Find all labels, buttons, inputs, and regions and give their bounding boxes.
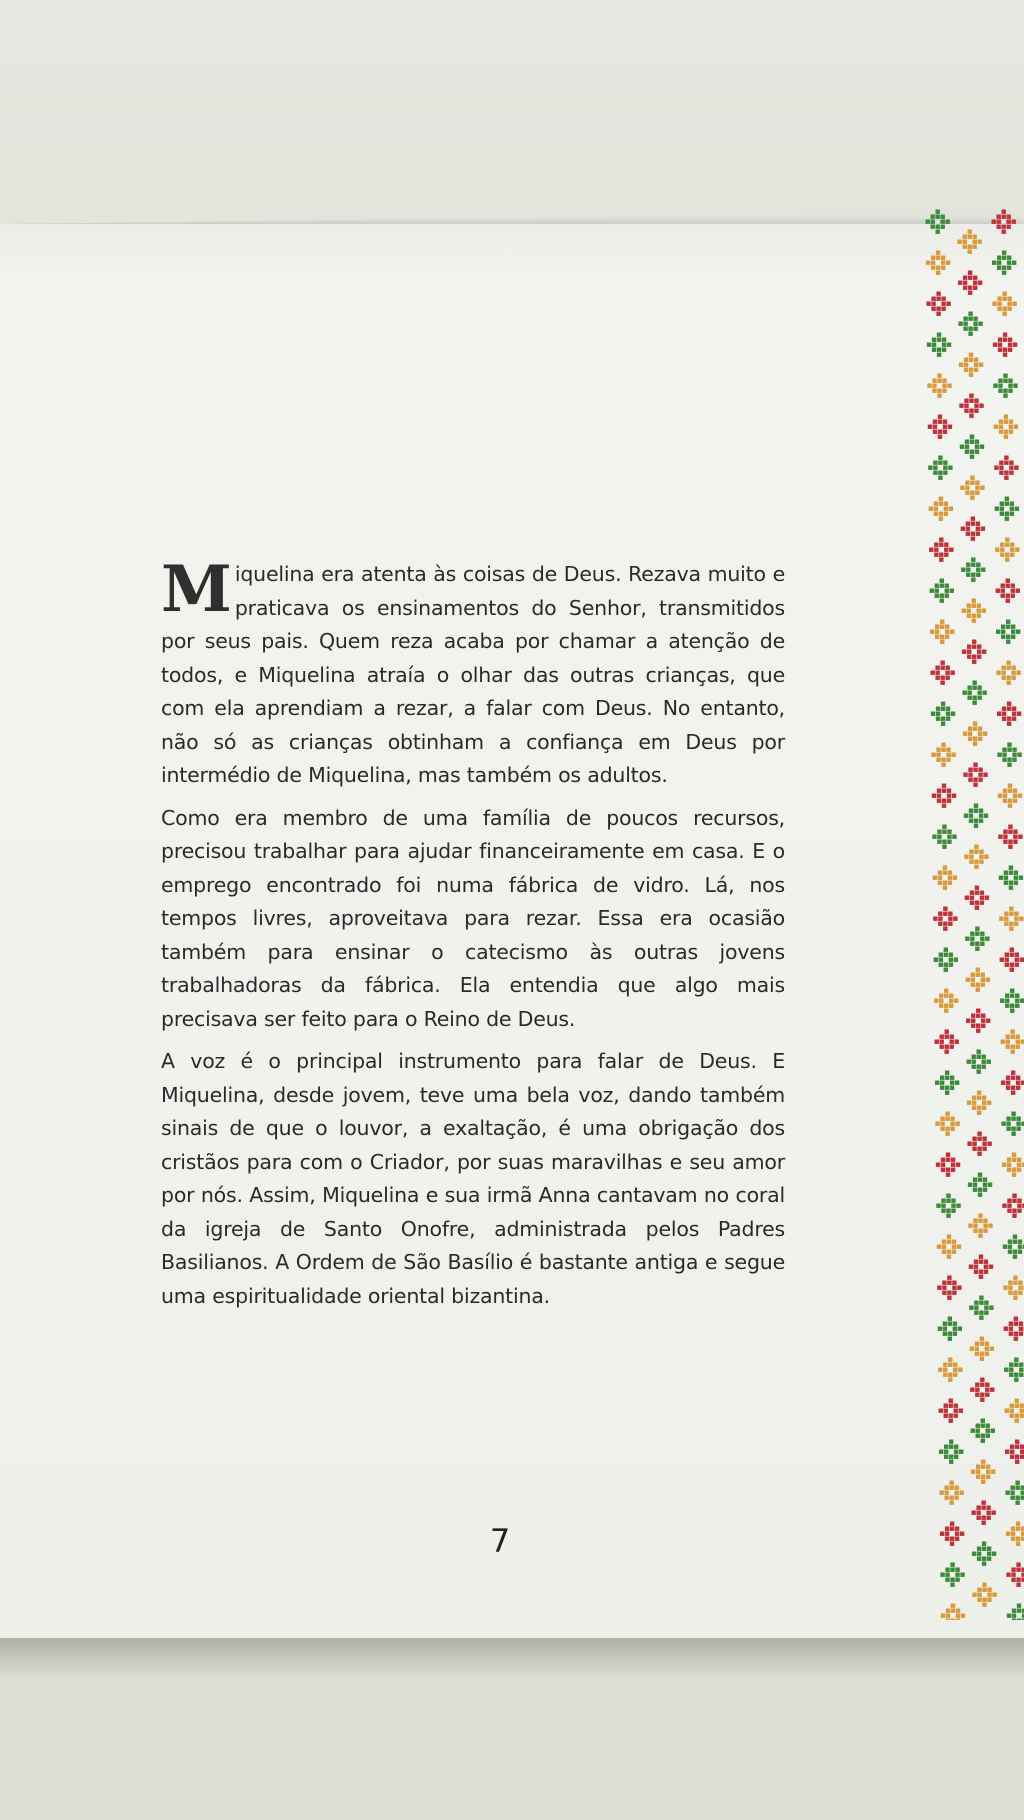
cross-motif: [961, 517, 985, 541]
cross-motif: [929, 497, 953, 521]
cross-motif: [971, 1419, 995, 1443]
cross-motif: [931, 702, 955, 726]
cross-motif: [994, 415, 1018, 439]
cross-motif: [963, 763, 987, 787]
cross-motif: [971, 1501, 995, 1525]
paragraph-2: Como era membro de uma família de poucos recursos, precisou trabalhar para ajudar financeiramente em casa. E o emprego encontrado foi numa fábrica de vidro. Lá, nos tempos livres, aproveitava para rezar. Essa era ocasião também para ensinar o catecismo às outras jovens trabalhadoras da fábrica. Ela entendia que algo mais precisava ser feito para o Reino de Deus.: [161, 805, 785, 1031]
cross-motif: [996, 661, 1020, 685]
cross-motif: [992, 292, 1016, 316]
cross-motif: [1005, 1481, 1024, 1505]
cross-motif: [1002, 1194, 1024, 1218]
cross-motif: [927, 333, 951, 357]
cross-motif: [995, 538, 1019, 562]
cross-motif: [964, 845, 988, 869]
cross-motif: [970, 1378, 994, 1402]
cross-motif: [939, 1399, 963, 1423]
cross-motif: [936, 1153, 960, 1177]
body-text: [161, 552, 785, 1322]
cross-motif: [1005, 1399, 1024, 1423]
cross-motif: [964, 804, 988, 828]
cross-motif: [1005, 1440, 1024, 1464]
cross-motif: [930, 620, 954, 644]
paragraph-3: A voz é o principal instrumento para falar de Deus. E Miquelina, desde jovem, teve uma bela voz, dando também sinais de que o louvor, a exaltação, é uma obrigação dos cristãos para com o Criador, por suas maravilhas e seu amor por nós. Assim, Miquelina e sua irmã Anna cantavam no coral da igreja de Santo Onofre, administrada pelos Padres Basilianos. A Ordem de São Basílio é bastante antiga e segue uma espiritualidade oriental bizantina.: [161, 1049, 785, 1308]
cross-motif: [1000, 989, 1024, 1013]
cross-motif: [965, 927, 989, 951]
cross-motif: [1001, 1112, 1024, 1136]
cross-motif: [997, 702, 1021, 726]
cross-motif: [940, 1522, 964, 1546]
cross-motif: [993, 374, 1017, 398]
cross-motif: [962, 681, 986, 705]
cross-motif: [935, 1112, 959, 1136]
cross-motif: [995, 497, 1019, 521]
paragraph-1-text: iquelina era atenta às coisas de Deus. Rezava muito e praticava os ensinamentos do Senhor, transmitidos por seus pais. Quem reza acaba por chamar a atenção de todos, e Miquelina atraía o olhar das outras crianças, que com ela aprendiam a rezar, a falar com Deus. No entanto, não só as crianças obtinham a confiança em Deus por intermédio de Miquelina, mas também os adultos.: [161, 562, 785, 787]
cross-motif: [928, 456, 952, 480]
cross-motif: [966, 1009, 990, 1033]
cross-motif: [972, 1583, 996, 1607]
cross-motif: [939, 1440, 963, 1464]
cross-motif: [994, 456, 1018, 480]
cross-motif: [967, 1091, 991, 1115]
cross-motif: [1002, 1153, 1024, 1177]
cross-motif: [960, 476, 984, 500]
cross-motif: [1000, 948, 1024, 972]
cross-motif: [934, 989, 958, 1013]
cross-motif: [958, 271, 982, 295]
cross-motif: [958, 230, 982, 254]
cross-motif: [927, 374, 951, 398]
cross-motif: [961, 558, 985, 582]
page-shadow: [0, 1638, 1024, 1678]
cross-motif: [960, 435, 984, 459]
cross-motif: [999, 907, 1023, 931]
decorative-cross-stitch-border: [916, 200, 1024, 1620]
cross-motif: [938, 1358, 962, 1382]
cross-motif: [968, 1214, 992, 1238]
cross-motif: [969, 1255, 993, 1279]
cross-motif: [1003, 1276, 1024, 1300]
cross-motif: [1004, 1317, 1024, 1341]
cross-motif: [933, 907, 957, 931]
cross-motif: [941, 1604, 965, 1621]
cross-motif: [935, 1071, 959, 1095]
cross-motif: [936, 1194, 960, 1218]
cross-motif: [926, 210, 950, 234]
drop-cap: M: [161, 552, 229, 627]
cross-motif: [963, 722, 987, 746]
cross-motif: [959, 394, 983, 418]
cross-motif: [958, 312, 982, 336]
cross-motif: [969, 1296, 993, 1320]
cross-motif: [993, 333, 1017, 357]
cross-motif: [1004, 1358, 1024, 1382]
cross-motif: [929, 538, 953, 562]
cross-motif: [996, 620, 1020, 644]
cross-motif: [935, 1030, 959, 1054]
cross-motif: [997, 743, 1021, 767]
cross-motif: [1006, 1563, 1024, 1587]
cross-motif: [937, 1235, 961, 1259]
cross-motif: [930, 661, 954, 685]
cross-motif: [926, 251, 950, 275]
paragraph-1: [161, 552, 785, 793]
cross-motif: [933, 866, 957, 890]
cross-motif: [966, 968, 990, 992]
cross-motif: [962, 640, 986, 664]
cross-motif: [939, 1481, 963, 1505]
cross-motif: [959, 353, 983, 377]
cross-motif: [930, 579, 954, 603]
cross-motif: [928, 415, 952, 439]
cross-motif: [938, 1317, 962, 1341]
cross-motif: [996, 579, 1020, 603]
cross-motif: [971, 1460, 995, 1484]
cross-motif: [1001, 1030, 1024, 1054]
cross-motif: [932, 825, 956, 849]
cross-motif: [931, 743, 955, 767]
cross-motif: [998, 784, 1022, 808]
cross-motif: [992, 251, 1016, 275]
cross-motif: [926, 292, 950, 316]
cross-motif: [1006, 1522, 1024, 1546]
cross-motif: [967, 1132, 991, 1156]
page-number: 7: [489, 1522, 511, 1560]
cross-motif: [1003, 1235, 1024, 1259]
cross-motif: [999, 866, 1023, 890]
cross-motif: [967, 1050, 991, 1074]
cross-motif: [970, 1337, 994, 1361]
cross-motif: [968, 1173, 992, 1197]
cross-motif: [1007, 1604, 1024, 1621]
cross-motif: [1001, 1071, 1024, 1095]
cross-motif: [932, 784, 956, 808]
cross-motif: [962, 599, 986, 623]
cross-motif: [965, 886, 989, 910]
cross-motif: [992, 210, 1016, 234]
cross-motif: [972, 1542, 996, 1566]
cross-motif: [940, 1563, 964, 1587]
cross-motif: [937, 1276, 961, 1300]
cross-motif: [998, 825, 1022, 849]
cross-motif: [934, 948, 958, 972]
